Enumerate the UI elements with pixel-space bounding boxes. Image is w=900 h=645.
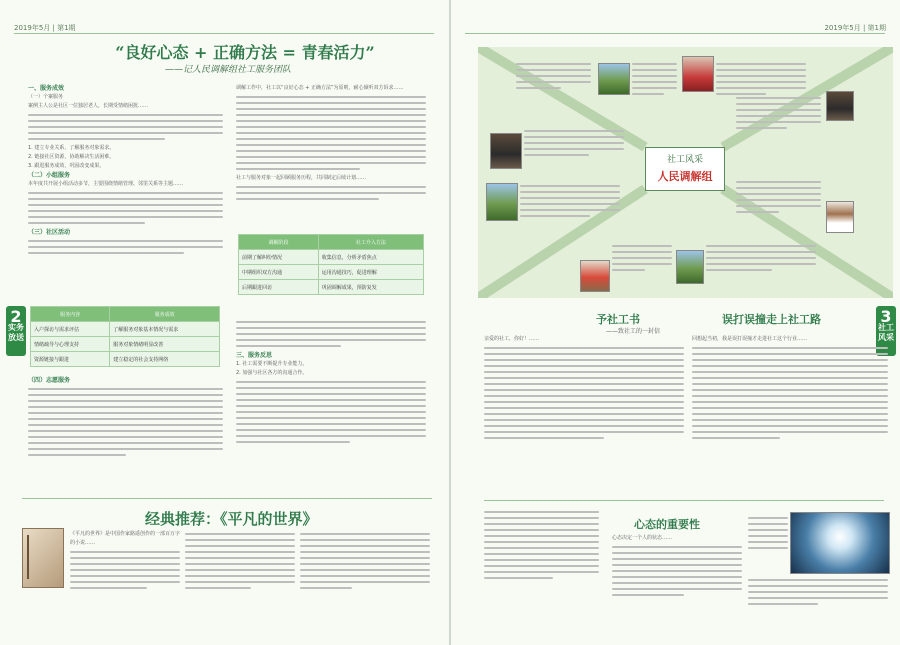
section-heading: 一、服务成效 xyxy=(28,85,65,92)
table-header: 调解阶段 xyxy=(239,235,319,250)
paragraph: 《平凡的世界》是中国作家路遥创作的一部百万字的小说…… xyxy=(70,531,181,546)
left-column-1 xyxy=(28,84,223,258)
table-row: 中期组织双方沟通 运用沟通技巧，促进理解 xyxy=(239,265,424,280)
text-lines xyxy=(484,511,599,579)
section-heading: （三）社区活动 xyxy=(28,229,71,236)
article-title: 予社工书 xyxy=(596,313,640,326)
profile-photo xyxy=(826,91,854,121)
mediation-table xyxy=(238,234,424,295)
article3-body xyxy=(612,534,742,600)
article1-continued xyxy=(484,508,599,583)
text-lines xyxy=(612,546,742,596)
table-header: 服务成效 xyxy=(110,307,220,322)
header-rule xyxy=(14,33,434,34)
profile-photo xyxy=(486,183,518,221)
text-lines xyxy=(692,347,888,439)
profile-photo xyxy=(826,201,854,233)
section-heading: （四）志愿服务 xyxy=(28,377,71,384)
side-tab-right: 3 社工风采 xyxy=(876,306,896,356)
text-lines xyxy=(748,579,888,605)
table-row: 资源链接与跟进 建立稳定的社会支持网络 xyxy=(31,352,220,367)
article1-body xyxy=(484,335,684,443)
text-lines xyxy=(70,551,180,589)
left-column-2-bottom xyxy=(236,318,426,447)
text-lines xyxy=(236,96,426,170)
text-lines xyxy=(236,186,426,200)
header-rule xyxy=(465,33,885,34)
profile-bio xyxy=(612,242,672,275)
service-table xyxy=(30,306,220,367)
paragraph: 2. 加强与社区各方的沟通合作。 xyxy=(236,370,308,376)
profile-bio xyxy=(736,94,821,133)
main-subtitle: ——记人民调解组社工服务团队 xyxy=(165,65,292,75)
table-row: 前期了解纠纷情况 收集信息，分析矛盾焦点 xyxy=(239,250,424,265)
recommend-column-3 xyxy=(300,530,430,593)
paragraph: 1. 建立专业关系，了解服务对象需求。 xyxy=(28,145,115,151)
text-lines xyxy=(28,114,223,140)
profile-photo xyxy=(580,260,610,292)
profile-photo xyxy=(682,56,714,92)
table-header: 社工介入方法 xyxy=(318,235,423,250)
article-title: 误打误撞走上社工路 xyxy=(722,313,821,326)
main-title: “良好心态 + 正确方法 = 青春活力” xyxy=(115,43,375,62)
paragraph: 心态决定一个人的状态…… xyxy=(612,535,673,541)
paragraph: 本年度共开展小组活动多节，主要围绕情绪管理、邻里关系等主题…… xyxy=(28,181,184,187)
table-row: 后期跟进回访 巩固调解成果，预防复发 xyxy=(239,280,424,295)
page-header-left: 2019年5月 | 第1期 xyxy=(14,24,76,32)
profile-photo xyxy=(676,250,704,284)
text-lines xyxy=(236,381,426,443)
recommend-column-1 xyxy=(70,530,180,593)
text-lines xyxy=(28,388,223,456)
profile-bio xyxy=(516,60,591,93)
article-subtitle: ——致社工的一封信 xyxy=(606,328,661,335)
table-row: 入户探访与需求评估 了解服务对象基本情况与需求 xyxy=(31,322,220,337)
profile-photo xyxy=(490,133,522,169)
paragraph: 亲爱的社工，你好！…… xyxy=(484,336,540,342)
center-title-box xyxy=(645,147,725,191)
article2-body xyxy=(692,335,888,443)
paragraph: 回想起当初，我是误打误撞才走进社工这个行业…… xyxy=(692,336,808,342)
profile-bio xyxy=(524,127,624,160)
profile-bio xyxy=(520,182,620,221)
text-lines xyxy=(28,240,223,254)
left-column-1-bottom xyxy=(28,376,223,460)
section-heading: （二）小组服务 xyxy=(28,172,71,179)
center-title-line1: 社工风采 xyxy=(666,155,703,165)
section-divider xyxy=(484,500,884,501)
profile-bio xyxy=(632,60,677,99)
text-lines xyxy=(236,321,426,347)
paragraph: （一）个案服务 xyxy=(28,94,64,100)
paragraph: 3. 跟进服务成效，巩固改变成果。 xyxy=(28,163,105,169)
paragraph: 案例主人公是社区一位独居老人，长期受情绪困扰…… xyxy=(28,103,149,109)
book-cover-image xyxy=(22,528,64,588)
profile-bio xyxy=(706,242,816,275)
side-tab-left: 2 实务放送 xyxy=(6,306,26,356)
center-title-line2: 人民调解组 xyxy=(657,170,713,183)
article3-side xyxy=(748,514,788,553)
section-heading: 三、服务反思 xyxy=(236,352,273,359)
article3-body-2 xyxy=(748,576,888,609)
paragraph: 1. 社工需要不断提升专业能力。 xyxy=(236,361,308,367)
left-page xyxy=(0,0,449,645)
profile-photo xyxy=(598,63,630,95)
section-divider xyxy=(22,498,432,499)
heart-photo xyxy=(790,512,890,574)
page-header-right: 2019年5月 | 第1期 xyxy=(824,24,886,32)
left-column-2 xyxy=(236,84,426,204)
text-lines xyxy=(28,192,223,224)
paragraph: 2. 链接社区资源，协助解决生活困难。 xyxy=(28,154,115,160)
paragraph: 调解工作中，社工以“良好心态 + 正确方法”为原则，耐心倾听双方诉求…… xyxy=(236,85,404,91)
table-header: 服务内容 xyxy=(31,307,110,322)
paragraph: 社工与服务对象一起回顾服务历程，共同制定后续计划…… xyxy=(236,175,367,181)
profile-bio xyxy=(736,178,821,217)
text-lines xyxy=(300,533,430,589)
text-lines xyxy=(185,533,295,589)
text-lines xyxy=(748,517,788,549)
recommend-column-2 xyxy=(185,530,295,593)
article-title: 心态的重要性 xyxy=(634,518,700,531)
text-lines xyxy=(484,347,684,439)
recommend-title: 经典推荐：《平凡的世界》 xyxy=(145,510,318,528)
table-row: 情绪疏导与心理支持 服务对象情绪明显改善 xyxy=(31,337,220,352)
